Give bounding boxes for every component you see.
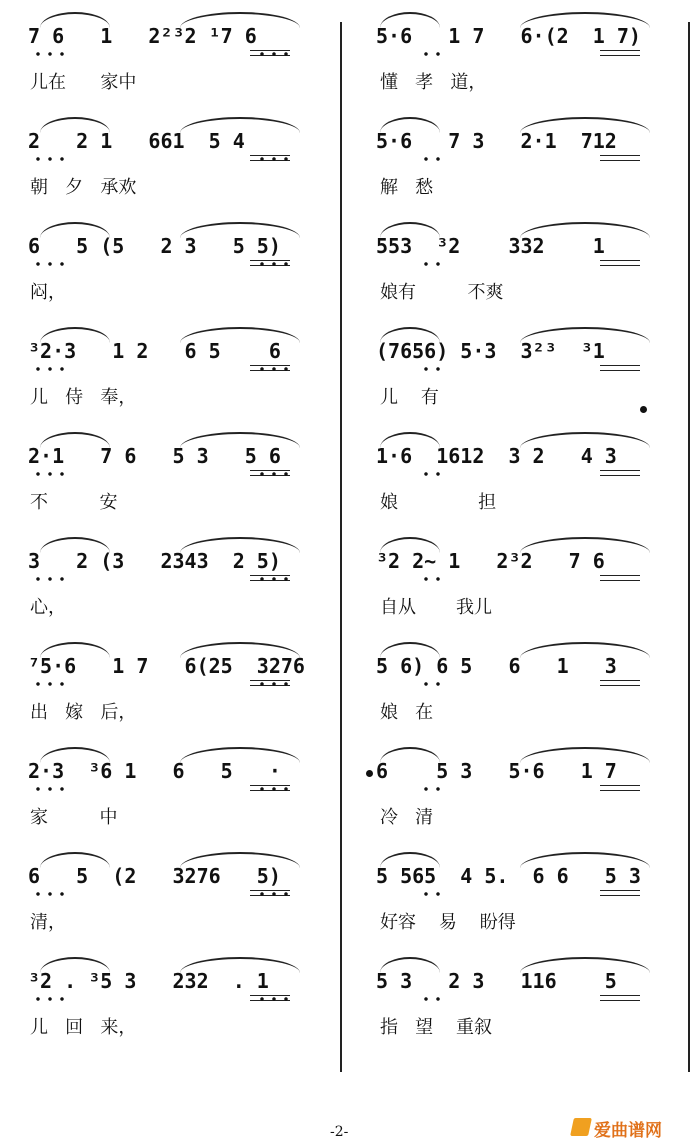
octave-dots [420, 892, 444, 896]
octave-dots [256, 367, 292, 371]
notes-right: 553 ³2 332 1 [376, 234, 605, 258]
slur-arc [180, 957, 300, 973]
octave-dots [32, 787, 68, 791]
octave-dots [32, 997, 68, 1001]
slur-arc [40, 12, 110, 28]
score-row [0, 947, 700, 1052]
lyric-left: 出 嫁 后， [30, 702, 137, 723]
slur-arc [520, 642, 650, 658]
lyric-right: 儿 有 [380, 387, 439, 408]
notes-right: 5·6 7 3 2·1 712 [376, 129, 617, 153]
beam-underline [600, 155, 640, 161]
octave-dots [32, 52, 68, 56]
slur-arc [180, 537, 300, 553]
notes-left: 3 2 (3 2343 2 5) [28, 549, 281, 573]
octave-dots [256, 262, 292, 266]
octave-dots [256, 157, 292, 161]
beam-underline [600, 890, 640, 896]
stray-dot [366, 770, 373, 777]
score-row [0, 317, 700, 422]
octave-dots [32, 577, 68, 581]
slur-arc [520, 12, 650, 28]
beam-underline [600, 785, 640, 791]
slur-arc [380, 432, 440, 448]
slur-arc [380, 642, 440, 658]
lyric-left: 儿 回 来， [30, 1017, 137, 1038]
octave-dots [420, 472, 444, 476]
slur-arc [520, 957, 650, 973]
slur-arc [180, 117, 300, 133]
score-row [0, 527, 700, 632]
beam-underline [600, 260, 640, 266]
score-row [0, 737, 700, 842]
octave-dots [420, 787, 444, 791]
notes-right: 5 3 2 3 116 5 [376, 969, 617, 993]
lyric-left: 儿在 家中 [30, 72, 137, 93]
notes-left: ⁷5·6 1 7 6(25 3276 [28, 654, 305, 678]
lyric-right: 解 愁 [380, 177, 434, 198]
slur-arc [180, 432, 300, 448]
octave-dots [256, 787, 292, 791]
slur-arc [380, 747, 440, 763]
lyric-right: 娘 在 [380, 702, 434, 723]
score-row [0, 842, 700, 947]
octave-dots [256, 997, 292, 1001]
slur-arc [40, 222, 110, 238]
score-row [0, 422, 700, 527]
slur-arc [40, 117, 110, 133]
notes-left: 6 5 (5 2 3 5 5) [28, 234, 281, 258]
notes-left: 2 2 1 661 5 4 [28, 129, 245, 153]
octave-dots [420, 52, 444, 56]
notes-left: 7 6 1 2²³2 ¹7 6 [28, 24, 257, 48]
octave-dots [420, 262, 444, 266]
score-row [0, 212, 700, 317]
slur-arc [520, 852, 650, 868]
octave-dots [32, 472, 68, 476]
lyric-left: 儿 侍 奉， [30, 387, 137, 408]
slur-arc [40, 852, 110, 868]
lyric-left: 清， [30, 912, 66, 933]
octave-dots [256, 892, 292, 896]
slur-arc [520, 747, 650, 763]
lyric-right: 懂 孝 道， [380, 72, 487, 93]
lyric-left: 不 安 [30, 492, 118, 513]
slur-arc [380, 852, 440, 868]
octave-dots [256, 577, 292, 581]
slur-arc [380, 327, 440, 343]
slur-arc [40, 747, 110, 763]
lyric-left: 闷， [30, 282, 66, 303]
lyric-right: 好容 易 盼得 [380, 912, 516, 933]
page-number: -2- [330, 1124, 349, 1140]
slur-arc [380, 117, 440, 133]
octave-dots [32, 367, 68, 371]
watermark-text: 爱曲谱网 [594, 1121, 662, 1141]
slur-arc [180, 852, 300, 868]
octave-dots [32, 682, 68, 686]
notes-right: (7656) 5·3 3²³ ³1 [376, 339, 605, 363]
octave-dots [420, 577, 444, 581]
octave-dots [420, 157, 444, 161]
octave-dots [420, 682, 444, 686]
slur-arc [180, 642, 300, 658]
lyric-left: 家 中 [30, 807, 118, 828]
notes-right: 6 5 3 5·6 1 7 [376, 759, 617, 783]
notes-right: 1·6 1612 3 2 4 3 [376, 444, 617, 468]
slur-arc [520, 537, 650, 553]
notes-right: ³2 2~ 1 2³2 7 6 [376, 549, 605, 573]
octave-dots [256, 472, 292, 476]
lyric-right: 娘 担 [380, 492, 497, 513]
notes-left: 2·3 ³6 1 6 5 · [28, 759, 281, 783]
beam-underline [600, 365, 640, 371]
octave-dots [256, 52, 292, 56]
logo-icon [570, 1118, 592, 1136]
slur-arc [520, 222, 650, 238]
lyric-right: 指 望 重叙 [380, 1017, 493, 1038]
slur-arc [380, 957, 440, 973]
octave-dots [420, 367, 444, 371]
slur-arc [40, 957, 110, 973]
slur-arc [40, 537, 110, 553]
slur-arc [520, 327, 650, 343]
beam-underline [600, 680, 640, 686]
beam-underline [600, 50, 640, 56]
slur-arc [380, 537, 440, 553]
octave-dots [256, 682, 292, 686]
slur-arc [40, 327, 110, 343]
beam-underline [600, 470, 640, 476]
score-row [0, 2, 700, 107]
lyric-right: 娘有 不爽 [380, 282, 504, 303]
lyric-right: 自从 我儿 [380, 597, 493, 618]
beam-underline [600, 995, 640, 1001]
score-row [0, 107, 700, 212]
slur-arc [520, 432, 650, 448]
watermark-logo [572, 1116, 696, 1140]
lyric-right: 冷 清 [380, 807, 434, 828]
slur-arc [380, 222, 440, 238]
score-row [0, 632, 700, 737]
octave-dots [32, 157, 68, 161]
notes-right: 5 565 4 5. 6 6 5 3 [376, 864, 641, 888]
notes-left: 2·1 7 6 5 3 5 6 [28, 444, 281, 468]
slur-arc [40, 432, 110, 448]
notes-left: 6 5 (2 3276 5) [28, 864, 281, 888]
beam-underline [600, 575, 640, 581]
slur-arc [40, 642, 110, 658]
notes-right: 5 6) 6 5 6 1 3 [376, 654, 617, 678]
slur-arc [380, 12, 440, 28]
lyric-left: 朝 夕 承欢 [30, 177, 137, 198]
slur-arc [180, 12, 300, 28]
octave-dots [420, 997, 444, 1001]
slur-arc [520, 117, 650, 133]
octave-dots [32, 892, 68, 896]
notes-right: 5·6 1 7 6·(2 1 7) [376, 24, 641, 48]
notes-left: ³2·3 1 2 6 5 6 [28, 339, 281, 363]
slur-arc [180, 222, 300, 238]
notes-left: ³2 . ³5 3 232 . 1 [28, 969, 269, 993]
octave-dots [32, 262, 68, 266]
lyric-left: 心， [30, 597, 66, 618]
stray-dot [640, 406, 647, 413]
slur-arc [180, 747, 300, 763]
slur-arc [180, 327, 300, 343]
